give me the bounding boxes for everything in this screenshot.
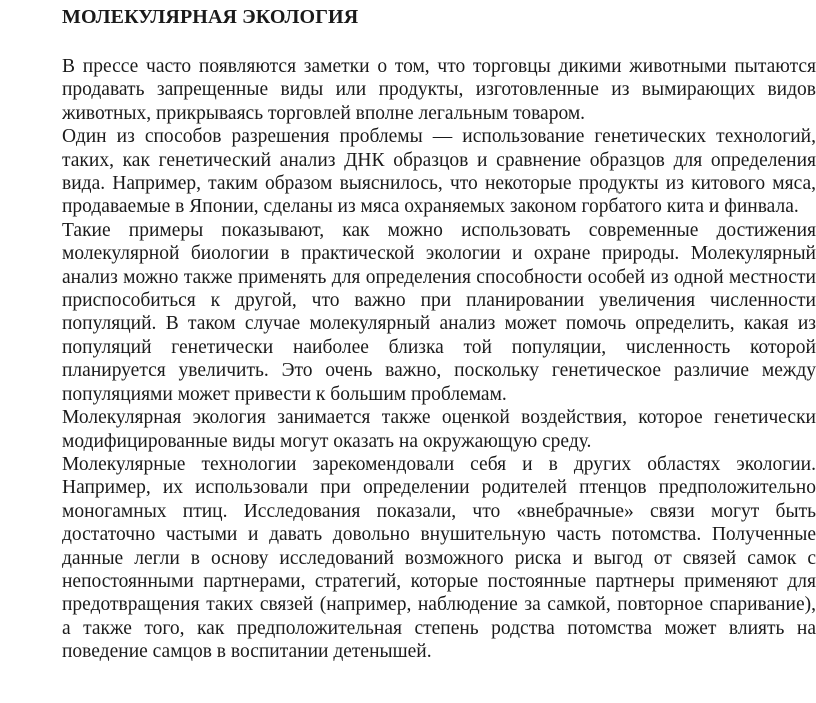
document-title: МОЛЕКУЛЯРНАЯ ЭКОЛОГИЯ <box>62 6 359 28</box>
paragraph-4: Молекулярная экология занимается также оценкой воздействия, которое генетически модифицированные виды могут оказать на окружающую среду. <box>62 407 816 452</box>
document-body <box>62 55 816 664</box>
paragraph-3: Такие примеры показывают, как можно использовать современные достижения молекулярной биологии в практической экологии и охране природы. Молекулярный анализ можно также применять для определения способности особей из одной местности приспособиться к другой, что важно при планировании увеличения численности популяций. В таком случае молекулярный анализ может помочь определить, какая из популяций генетически наиболее близка той популяции, численность которой планируется увеличить. Это очень важно, поскольку генетическое различие между популяциями может привести к большим проблемам. <box>62 219 816 405</box>
paragraph-2: Один из способов разрешения проблемы — использование генетических технологий, таких, как генетический анализ ДНК образцов и сравнение образцов для определения вида. Например, таким образом выяснилось, что некоторые продукты из китового мяса, продаваемые в Японии, сделаны из мяса охраняемых законом горбатого кита и финвала. <box>62 126 816 218</box>
document-page <box>62 0 816 703</box>
paragraph-5: Молекулярные технологии зарекомендовали себя и в других областях экологии. Например, их использовали при определении родителей птенцов предположительно моногамных птиц. Исследования показали, что «внебрачные» связи могут быть достаточно частыми и давать довольно внушительную часть потомства. Полученные данные легли в основу исследований возможного риска и выгод от связей самок с непостоянными партнерами, стратегий, которые постоянные партнеры применяют для предотвращения таких связей (например, наблюдение за самкой, повторное спаривание), а также того, как предположительная степень родства потомства может влиять на поведение самцов в воспитании детенышей. <box>62 453 816 663</box>
paragraph-1: В прессе часто появляются заметки о том, что торговцы дикими животными пытаются продавать запрещенные виды или продукты, изготовленные из вымирающих видов животных, прикрываясь торговлей вполне легальным товаром. <box>62 56 816 124</box>
